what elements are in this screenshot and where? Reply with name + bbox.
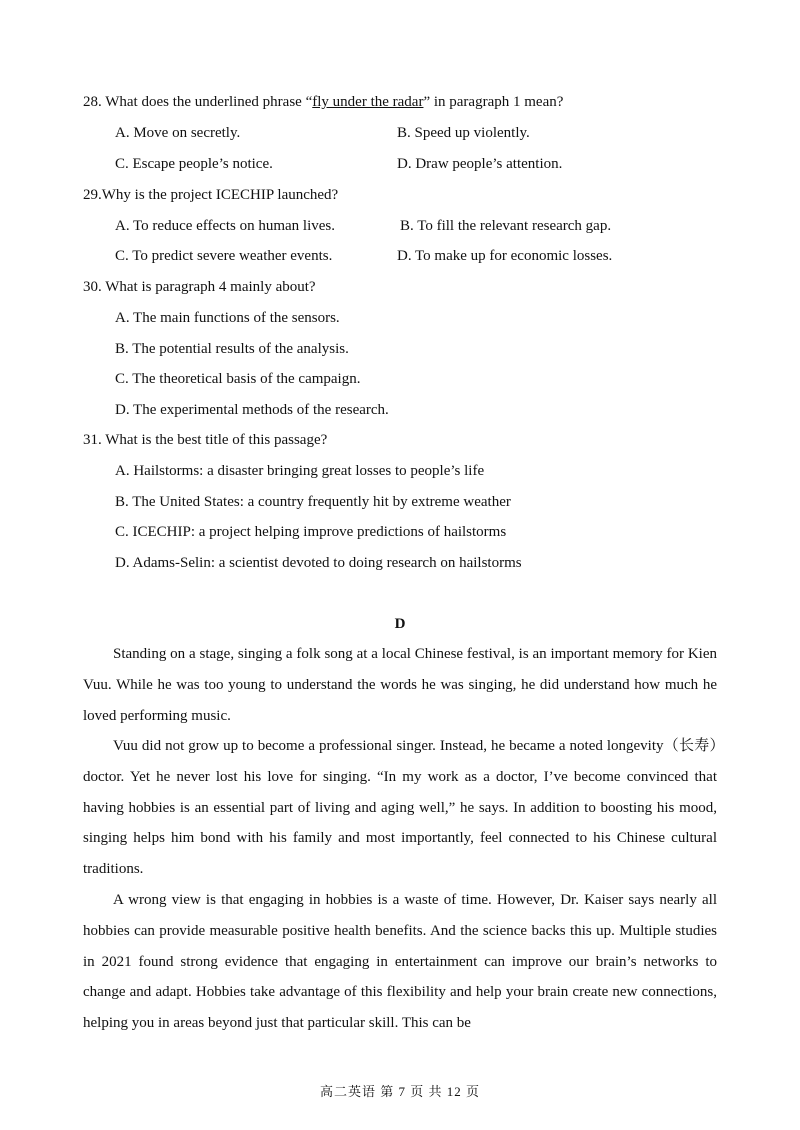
question-31-option-a[interactable]: A. Hailstorms: a disaster bringing great losses to people’s life: [115, 463, 485, 479]
page-footer: 高二英语 第 7 页 共 12 页: [319, 1084, 480, 1099]
question-stem: What is paragraph 4 mainly about?: [105, 279, 316, 295]
question-31-option-b[interactable]: B. The United States: a country frequently hit by extreme weather: [115, 494, 511, 510]
question-stem-pre: What does the underlined phrase “: [105, 94, 313, 110]
question-31-stem: [83, 430, 327, 450]
question-30-option-d[interactable]: D. The experimental methods of the research.: [115, 402, 389, 418]
question-28-stem: [83, 92, 563, 112]
question-29-stem: [83, 185, 338, 205]
question-stem: What is the best title of this passage?: [105, 432, 328, 448]
question-29-option-a[interactable]: A. To reduce effects on human lives.: [115, 218, 335, 234]
question-number: 28.: [83, 94, 102, 110]
passage-paragraph-3: A wrong view is that engaging in hobbies is a waste of time. However, Dr. Kaiser says nearly all hobbies can provide measurable positive health benefits. And the science backs this up. Multiple studies in 2021 found strong evidence that engaging in entertainment can improve our brain’s networks to change and adapt. Hobbies take advantage of this flexibility and help your brain create new connections, helping you in areas beyond just that particular skill. This can be: [83, 892, 717, 1032]
question-31-option-c[interactable]: C. ICECHIP: a project helping improve predictions of hailstorms: [115, 524, 507, 540]
question-28-option-b[interactable]: B. Speed up violently.: [397, 125, 530, 141]
question-29-option-c[interactable]: C. To predict severe weather events.: [115, 248, 333, 264]
question-28-option-a[interactable]: A. Move on secretly.: [115, 125, 241, 141]
passage-paragraph-1: Standing on a stage, singing a folk song at a local Chinese festival, is an important memory for Kien Vuu. While he was too young to understand the words he was singing, he did understand how much he loved performing music.: [83, 646, 717, 724]
question-number: 30.: [83, 279, 102, 295]
question-28-option-d[interactable]: D. Draw people’s attention.: [397, 156, 563, 172]
question-number: 31.: [83, 432, 102, 448]
question-number: 29.: [83, 187, 102, 203]
question-29-option-d[interactable]: D. To make up for economic losses.: [397, 248, 613, 264]
question-stem-post: ” in paragraph 1 mean?: [423, 94, 564, 110]
question-28-option-c[interactable]: C. Escape people’s notice.: [115, 156, 273, 172]
question-30-stem: [83, 277, 316, 297]
section-title: D: [394, 616, 406, 632]
passage-paragraph-2: Vuu did not grow up to become a professional singer. Instead, he became a noted longevity（长寿）doctor. Yet he never lost his love for singing. “In my work as a doctor, I’ve become convinced that having hobbies is an essential part of living and aging well,” he says. In addition to boosting his mood, singing helps him bond with his family and most importantly, feel connected to his Chinese cultural traditions.: [83, 738, 717, 878]
question-stem: Why is the project ICECHIP launched?: [101, 187, 339, 203]
question-30-option-c[interactable]: C. The theoretical basis of the campaign.: [115, 371, 361, 387]
question-31-option-d[interactable]: D. Adams-Selin: a scientist devoted to doing research on hailstorms: [115, 555, 522, 571]
question-30-option-b[interactable]: B. The potential results of the analysis.: [115, 341, 349, 357]
underlined-phrase: fly under the radar: [312, 94, 424, 110]
question-30-option-a[interactable]: A. The main functions of the sensors.: [115, 310, 340, 326]
question-29-option-b[interactable]: B. To fill the relevant research gap.: [400, 218, 612, 234]
